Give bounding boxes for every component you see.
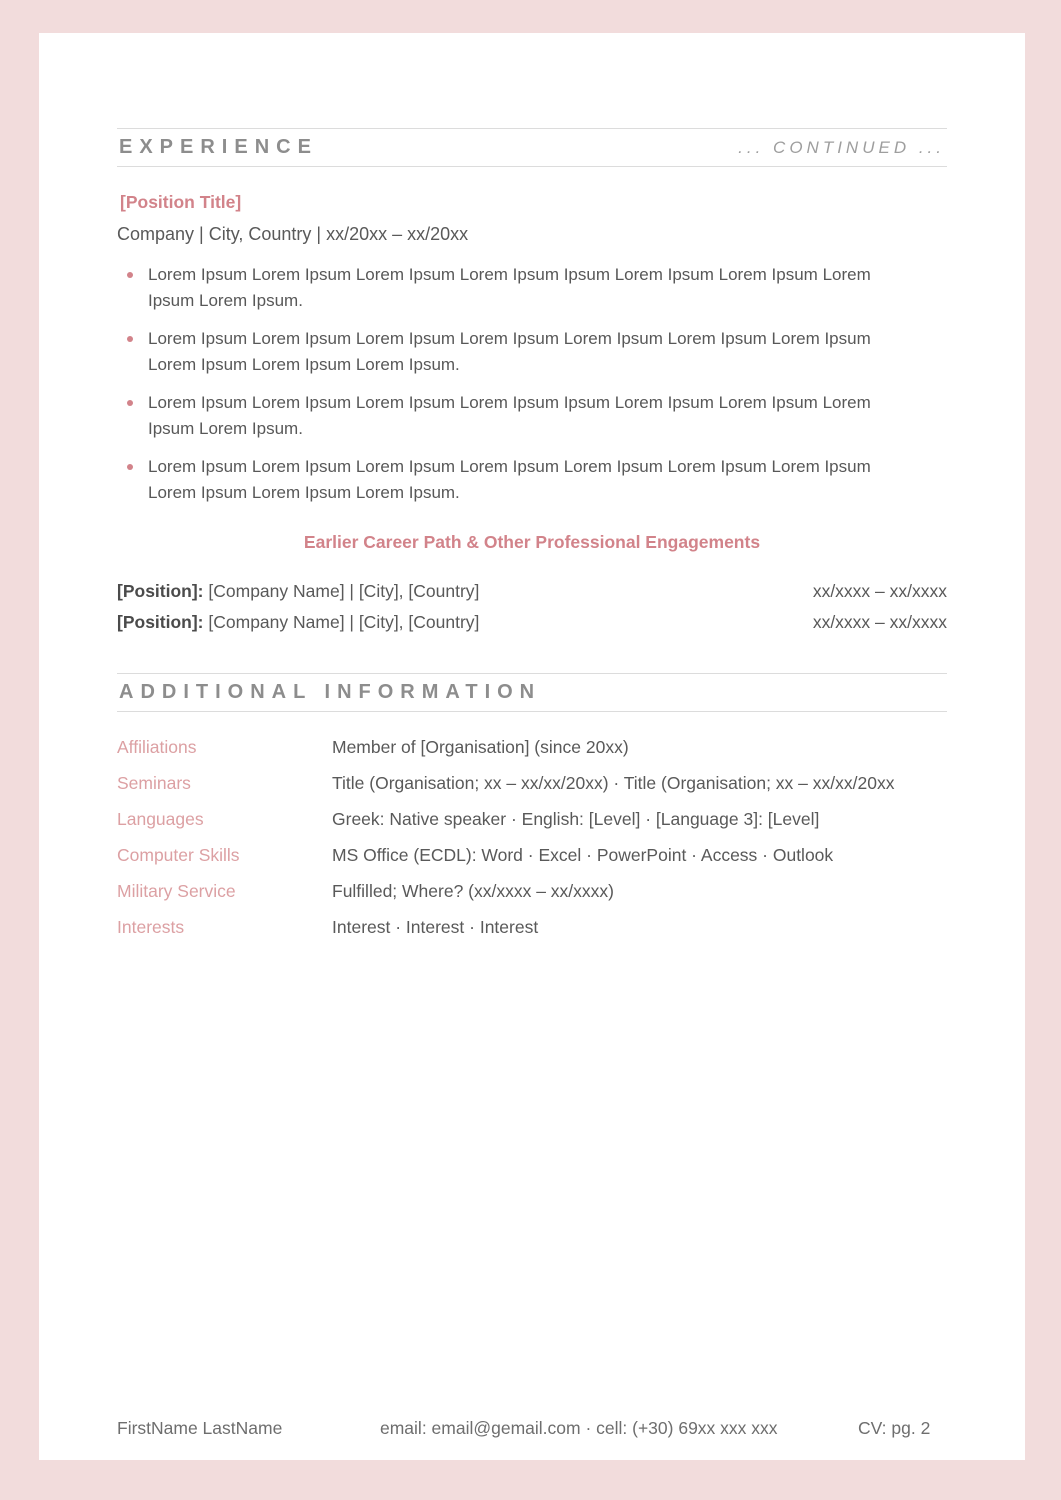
earlier-career-row xyxy=(117,607,947,638)
info-row xyxy=(117,917,947,937)
info-row xyxy=(117,845,947,865)
bullet-text: Lorem Ipsum Lorem Ipsum Lorem Ipsum Lorem Ipsum Lorem Ipsum Lorem Ipsum Lorem Ipsum Lorem Ipsum Lorem Ipsum Lorem Ipsum. xyxy=(148,329,871,374)
info-value: Member of [Organisation] (since 20xx) xyxy=(332,737,629,757)
earlier-career-left xyxy=(117,607,479,638)
earlier-career-row xyxy=(117,576,947,607)
additional-info-heading: ADDITIONAL INFORMATION xyxy=(119,681,542,703)
info-label: Computer Skills xyxy=(117,845,240,865)
bullet-dot-icon xyxy=(127,464,133,470)
additional-info-section-header xyxy=(117,673,947,712)
info-value: Title (Organisation; xx – xx/xx/20xx) · Title (Organisation; xx – xx/xx/20xx xyxy=(332,773,895,793)
info-value: MS Office (ECDL): Word · Excel · PowerPoint · Access · Outlook xyxy=(332,845,834,865)
info-label: Affiliations xyxy=(117,737,197,757)
info-row xyxy=(117,773,947,793)
position-details: [Company Name] | [City], [Country] xyxy=(208,581,480,601)
footer-page-number: CV: pg. 2 xyxy=(858,1418,931,1438)
bullet-text: Lorem Ipsum Lorem Ipsum Lorem Ipsum Lorem Ipsum Ipsum Lorem Ipsum Lorem Ipsum Lorem Ipsum Lorem Ipsum. xyxy=(148,393,871,438)
bullet-item xyxy=(117,390,896,442)
info-row xyxy=(117,809,947,829)
bullet-dot-icon xyxy=(127,272,133,278)
bullet-text: Lorem Ipsum Lorem Ipsum Lorem Ipsum Lorem Ipsum Lorem Ipsum Lorem Ipsum Lorem Ipsum Lorem Ipsum Lorem Ipsum Lorem Ipsum. xyxy=(148,457,871,502)
company-line: Company | City, Country | xx/20xx – xx/20xx xyxy=(117,224,469,244)
earlier-career-heading: Earlier Career Path & Other Professional Engagements xyxy=(303,532,761,552)
info-label: Interests xyxy=(117,917,185,937)
position-label: [Position]: xyxy=(117,581,204,601)
experience-section-header xyxy=(117,128,947,167)
position-dates: xx/xxxx – xx/xxxx xyxy=(812,612,947,632)
earlier-career-left xyxy=(117,576,479,607)
info-value: Fulfilled; Where? (xx/xxxx – xx/xxxx) xyxy=(332,881,614,901)
page-content xyxy=(39,33,1025,937)
page-footer xyxy=(117,1418,947,1440)
info-value: Greek: Native speaker · English: [Level] · [Language 3]: [Level] xyxy=(332,809,820,829)
info-label: Seminars xyxy=(117,773,191,793)
bullet-dot-icon xyxy=(127,400,133,406)
experience-bullet-list xyxy=(117,262,947,506)
position-details: [Company Name] | [City], [Country] xyxy=(208,612,480,632)
cv-page xyxy=(39,33,1025,1460)
bullet-item xyxy=(117,262,896,314)
position-title: [Position Title] xyxy=(120,192,242,212)
bullet-text: Lorem Ipsum Lorem Ipsum Lorem Ipsum Lorem Ipsum Ipsum Lorem Ipsum Lorem Ipsum Lorem Ipsum Lorem Ipsum. xyxy=(148,265,871,310)
experience-heading: EXPERIENCE xyxy=(119,136,318,158)
bullet-dot-icon xyxy=(127,336,133,342)
position-dates: xx/xxxx – xx/xxxx xyxy=(812,581,947,601)
bullet-item xyxy=(117,454,896,506)
footer-contact: email: email@gemail.com · cell: (+30) 69xx xxx xxx xyxy=(380,1418,778,1438)
info-value: Interest · Interest · Interest xyxy=(332,917,539,937)
position-label: [Position]: xyxy=(117,612,204,632)
bullet-item xyxy=(117,326,896,378)
info-label: Languages xyxy=(117,809,204,829)
continued-label: ... CONTINUED ... xyxy=(738,137,945,157)
additional-info-table xyxy=(117,737,947,937)
info-row xyxy=(117,881,947,901)
footer-name: FirstName LastName xyxy=(117,1418,283,1438)
info-row xyxy=(117,737,947,757)
info-label: Military Service xyxy=(117,881,236,901)
